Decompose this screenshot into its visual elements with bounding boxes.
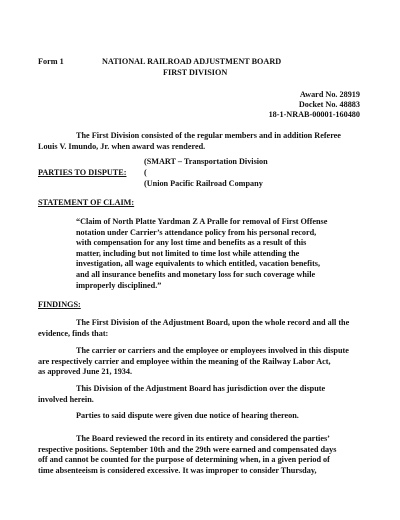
findings-line: Parties to said dispute were given due notice of hearing thereon.: [76, 411, 299, 420]
findings-line: respective positions. September 10th and the 29th were earned and compensated days: [38, 444, 337, 454]
findings-line: involved herein.: [38, 394, 94, 404]
intro-paragraph: [38, 131, 341, 152]
findings-line: time absenteeism is considered excessive. It was improper to consider Thursday,: [38, 465, 317, 475]
claim-line: with compensation for any lost time and benefits as a result of this: [76, 238, 307, 248]
parties-label: PARTIES TO DISPUTE:: [38, 168, 127, 177]
claim-line: improperly disciplined.”: [76, 280, 162, 290]
findings-paragraph-2: [38, 346, 349, 378]
findings-line: The First Division of the Adjustment Board, upon the whole record and all the: [76, 318, 350, 327]
claim-line: investigation, all wage equivalents to which entitled, vacation benefits,: [76, 259, 321, 269]
intro-line: The First Division consisted of the regular members and in addition Referee: [76, 131, 341, 140]
case-number: 18-1-NRAB-00001-160480: [268, 110, 360, 119]
intro-line: Louis V. Imundo, Jr. when award was rendered.: [38, 141, 206, 151]
findings-line: evidence, finds that:: [38, 328, 109, 338]
parties-brace: (: [144, 168, 147, 177]
docket-number: Docket No. 48883: [298, 100, 360, 109]
party-one: (SMART – Transportation Division: [144, 157, 268, 166]
findings-line: The carrier or carriers and the employee or employees involved in this dispute: [76, 346, 349, 355]
division-name: FIRST DIVISION: [163, 68, 228, 77]
claim-line: matter, including but not limited to time lost while attending the: [76, 248, 300, 258]
claim-text: [76, 217, 327, 291]
claim-line: and all insurance benefits and monetary loss for such coverage while: [76, 269, 316, 279]
award-number: Award No. 28919: [299, 90, 360, 99]
findings-paragraph-1: [38, 318, 349, 339]
board-name: NATIONAL RAILROAD ADJUSTMENT BOARD: [102, 57, 282, 66]
party-two: (Union Pacific Railroad Company: [144, 179, 263, 188]
findings-paragraph-4: [38, 411, 299, 422]
findings-line: The Board reviewed the record in its entirety and considered the parties’: [76, 434, 330, 443]
findings-line: off and cannot be counted for the purpose of determining when, in a given period of: [38, 455, 330, 465]
findings-line: as approved June 21, 1934.: [38, 367, 133, 377]
claim-line: “Claim of North Platte Yardman Z A Pralle for removal of First Offense: [76, 217, 328, 226]
findings-line: This Division of the Adjustment Board has jurisdiction over the dispute: [76, 384, 326, 393]
claim-heading: STATEMENT OF CLAIM:: [38, 198, 135, 207]
claim-line: notation under Carrier’s attendance policy from his personal record,: [76, 227, 317, 237]
findings-heading: FINDINGS:: [38, 300, 81, 309]
findings-line: are respectively carrier and employee within the meaning of the Railway Labor Act,: [38, 356, 331, 366]
form-label: Form 1: [38, 57, 64, 66]
findings-paragraph-3: [38, 384, 325, 405]
findings-paragraph-5: [38, 434, 336, 476]
